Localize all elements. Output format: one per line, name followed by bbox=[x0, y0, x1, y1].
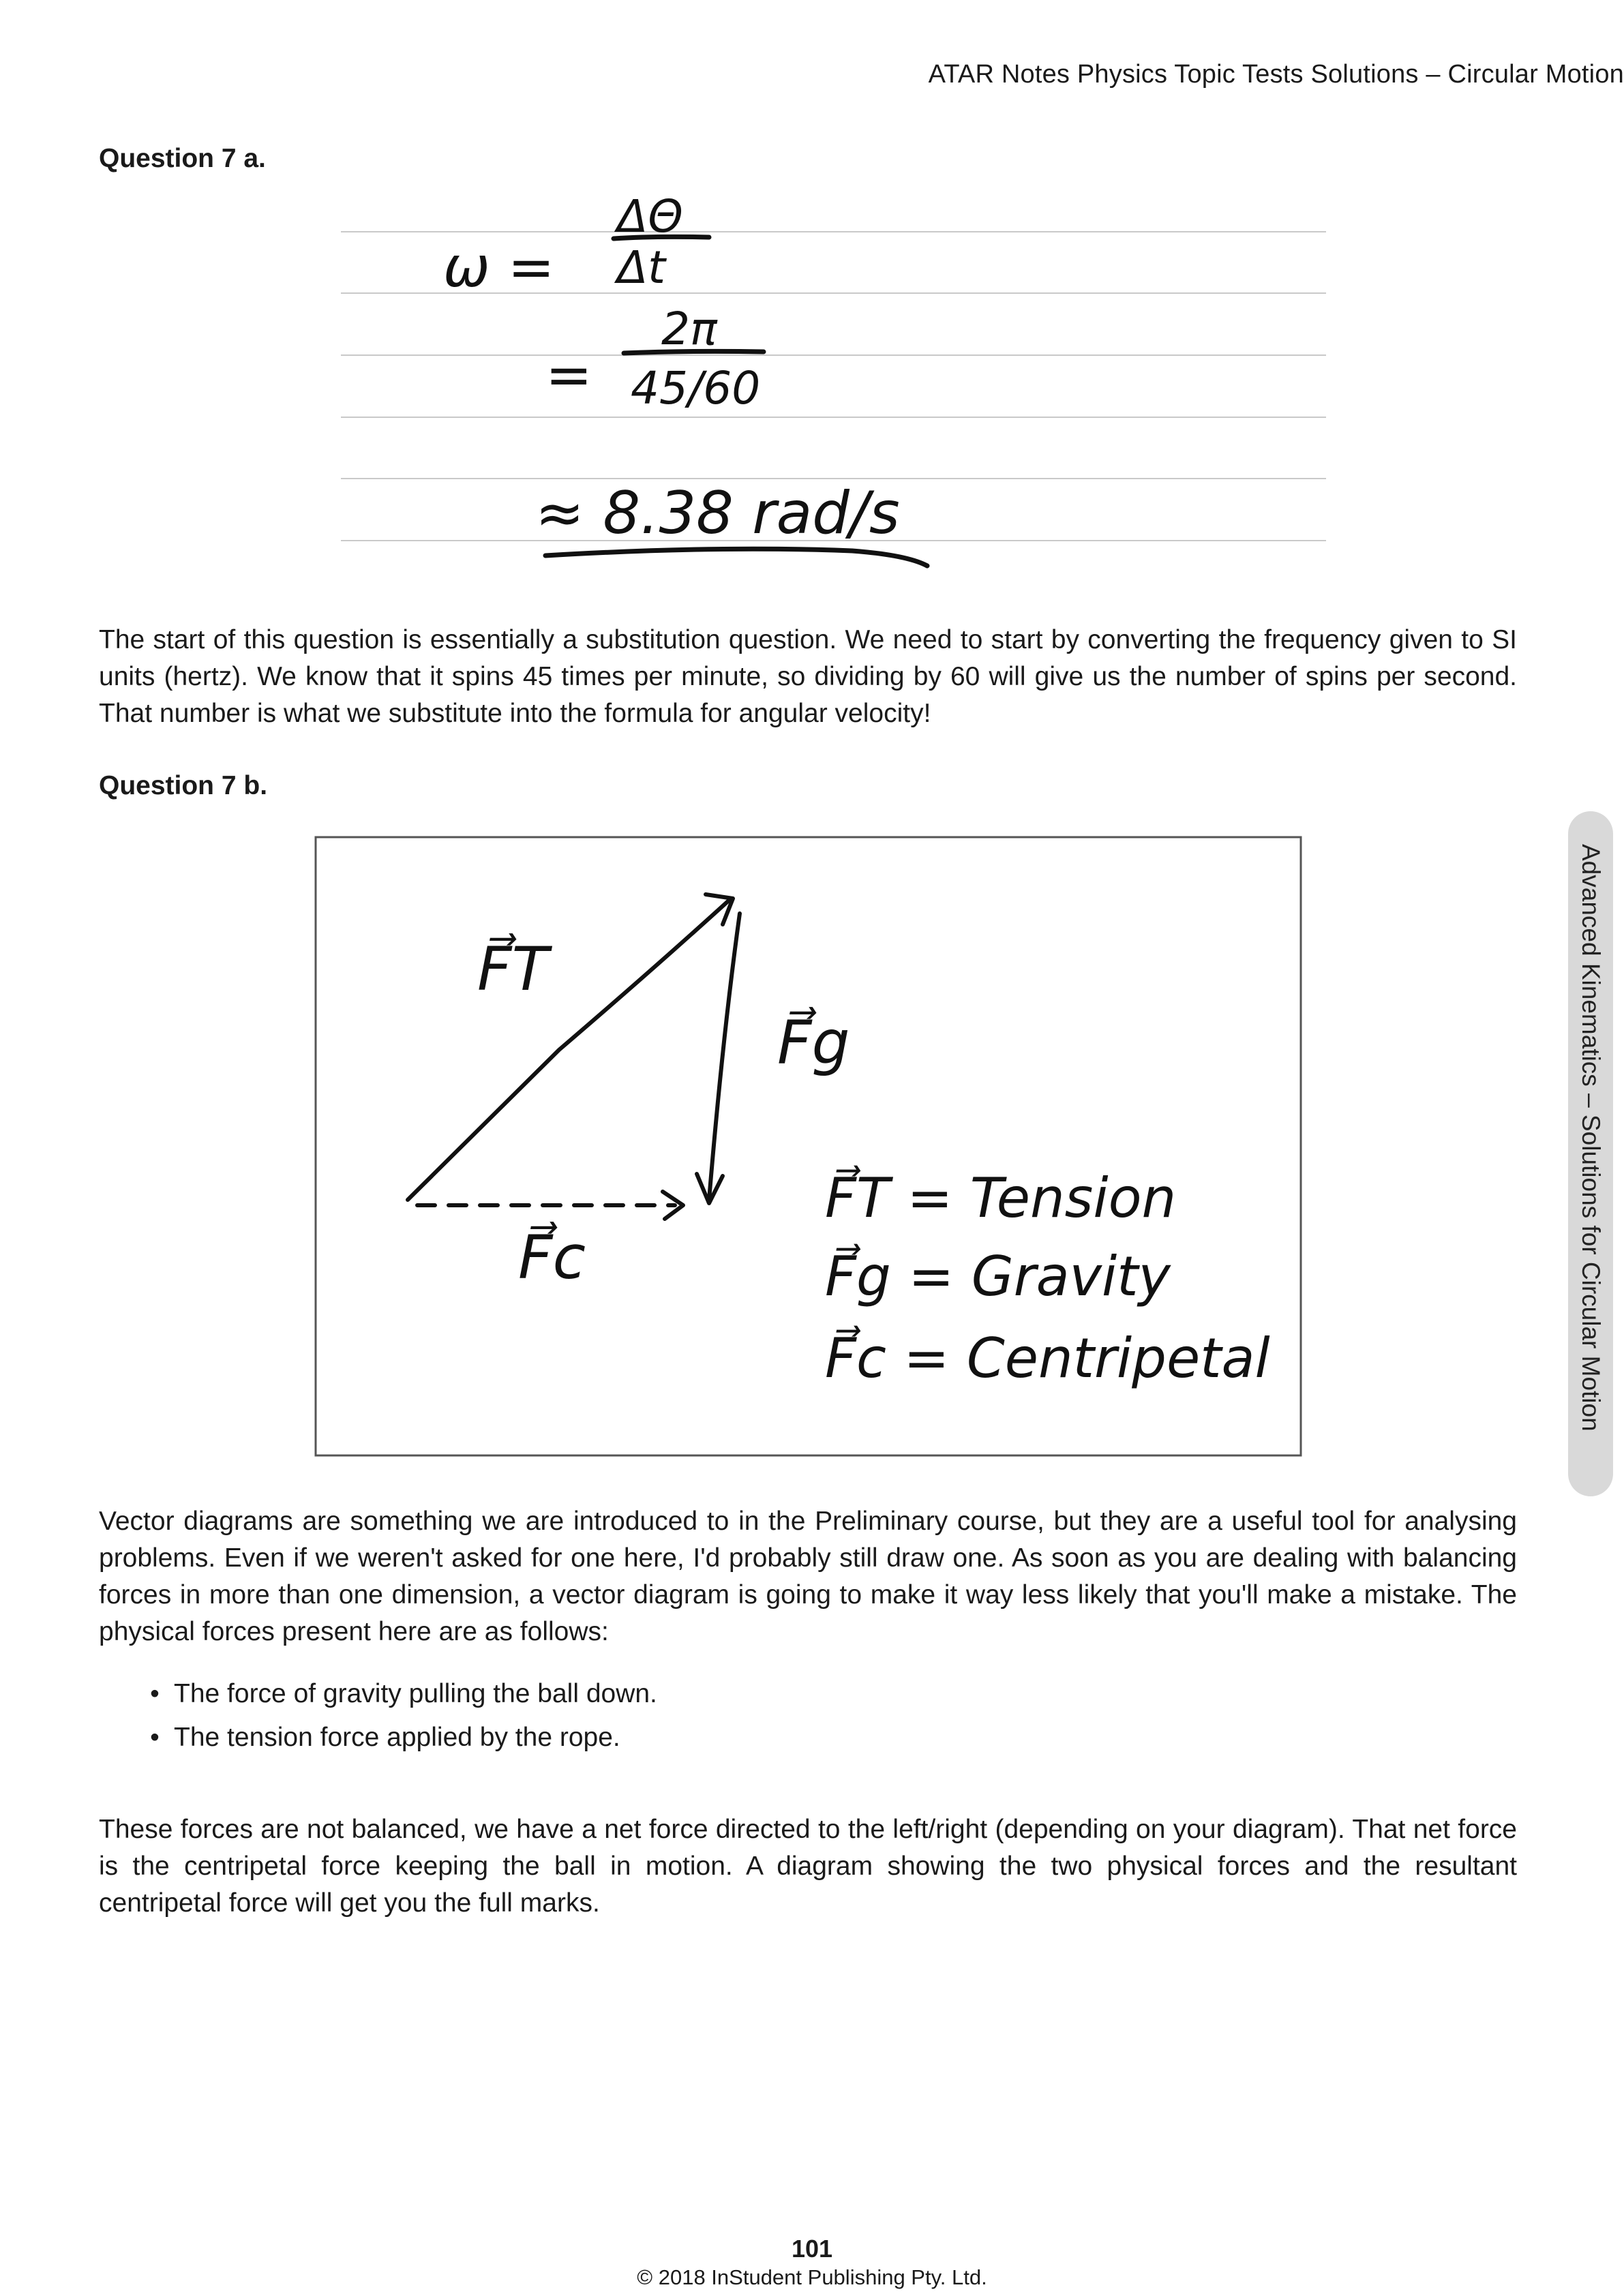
bullet-icon: • bbox=[150, 1679, 160, 1708]
label-tension-vector: F⃗T bbox=[477, 934, 549, 1004]
line2-equals: = bbox=[545, 343, 592, 408]
legend-gravity: F⃗g = Gravity bbox=[825, 1245, 1171, 1308]
list-item bbox=[99, 1719, 1517, 1756]
running-header-title: ATAR Notes Physics Topic Tests Solutions – Circular Motion bbox=[928, 60, 1624, 89]
frac2-numerator: 2π bbox=[661, 303, 717, 355]
omega-lhs: ω = bbox=[443, 235, 555, 300]
legend-centripetal: F⃗c = Centripetal bbox=[825, 1327, 1270, 1390]
question-7a-explanation: The start of this question is essentially a substitution question. We need to start by converting the frequency given to SI units (hertz). We know that it spins 45 times per minute, so dividing by 60 will give us the number of spins per second. That number is what we substitute into the formula for angular velocity! bbox=[99, 625, 1517, 728]
frac1-numerator: ΔΘ bbox=[617, 190, 684, 243]
final-answer: ≈ 8.38 rad/s bbox=[535, 479, 900, 547]
list-item-text: The tension force applied by the rope. bbox=[174, 1723, 620, 1752]
question-7b-explanation: Vector diagrams are something we are introduced to in the Preliminary course, but they are a useful tool for analysing problems. Even if we weren't asked for one here, I'd probably still draw one. As soon as you are dealing with balancing forces in more than one dimension, a vector diagram is going to make it way less likely that you'll make a mistake. The physical forces present here are as follows: bbox=[99, 1507, 1517, 1646]
side-section-tab-label: Advanced Kinematics – Solutions for Circular Motion bbox=[1577, 844, 1605, 1432]
question-7b-heading: Question 7 b. bbox=[99, 771, 268, 800]
frac1-denominator: Δt bbox=[617, 241, 666, 294]
bullet-icon: • bbox=[150, 1723, 160, 1752]
question-7b-conclusion: These forces are not balanced, we have a net force directed to the left/right (depending on your diagram). That net force is the centripetal force keeping the ball in motion. A diagram showing the two physical forces and the resultant centripetal force will get you the full marks. bbox=[99, 1815, 1517, 1918]
forces-list bbox=[99, 1676, 1517, 1763]
page-number: 101 bbox=[791, 2235, 833, 2263]
list-item bbox=[99, 1676, 1517, 1712]
list-item-text: The force of gravity pulling the ball down. bbox=[174, 1679, 657, 1708]
label-centripetal-vector: F⃗c bbox=[518, 1222, 586, 1293]
copyright-notice: © 2018 InStudent Publishing Pty. Ltd. bbox=[637, 2265, 987, 2289]
label-gravity-vector: F⃗g bbox=[777, 1008, 850, 1078]
question-7a-heading: Question 7 a. bbox=[99, 144, 266, 173]
legend-tension: F⃗T = Tension bbox=[825, 1166, 1177, 1230]
frac2-denominator: 45/60 bbox=[631, 362, 761, 414]
